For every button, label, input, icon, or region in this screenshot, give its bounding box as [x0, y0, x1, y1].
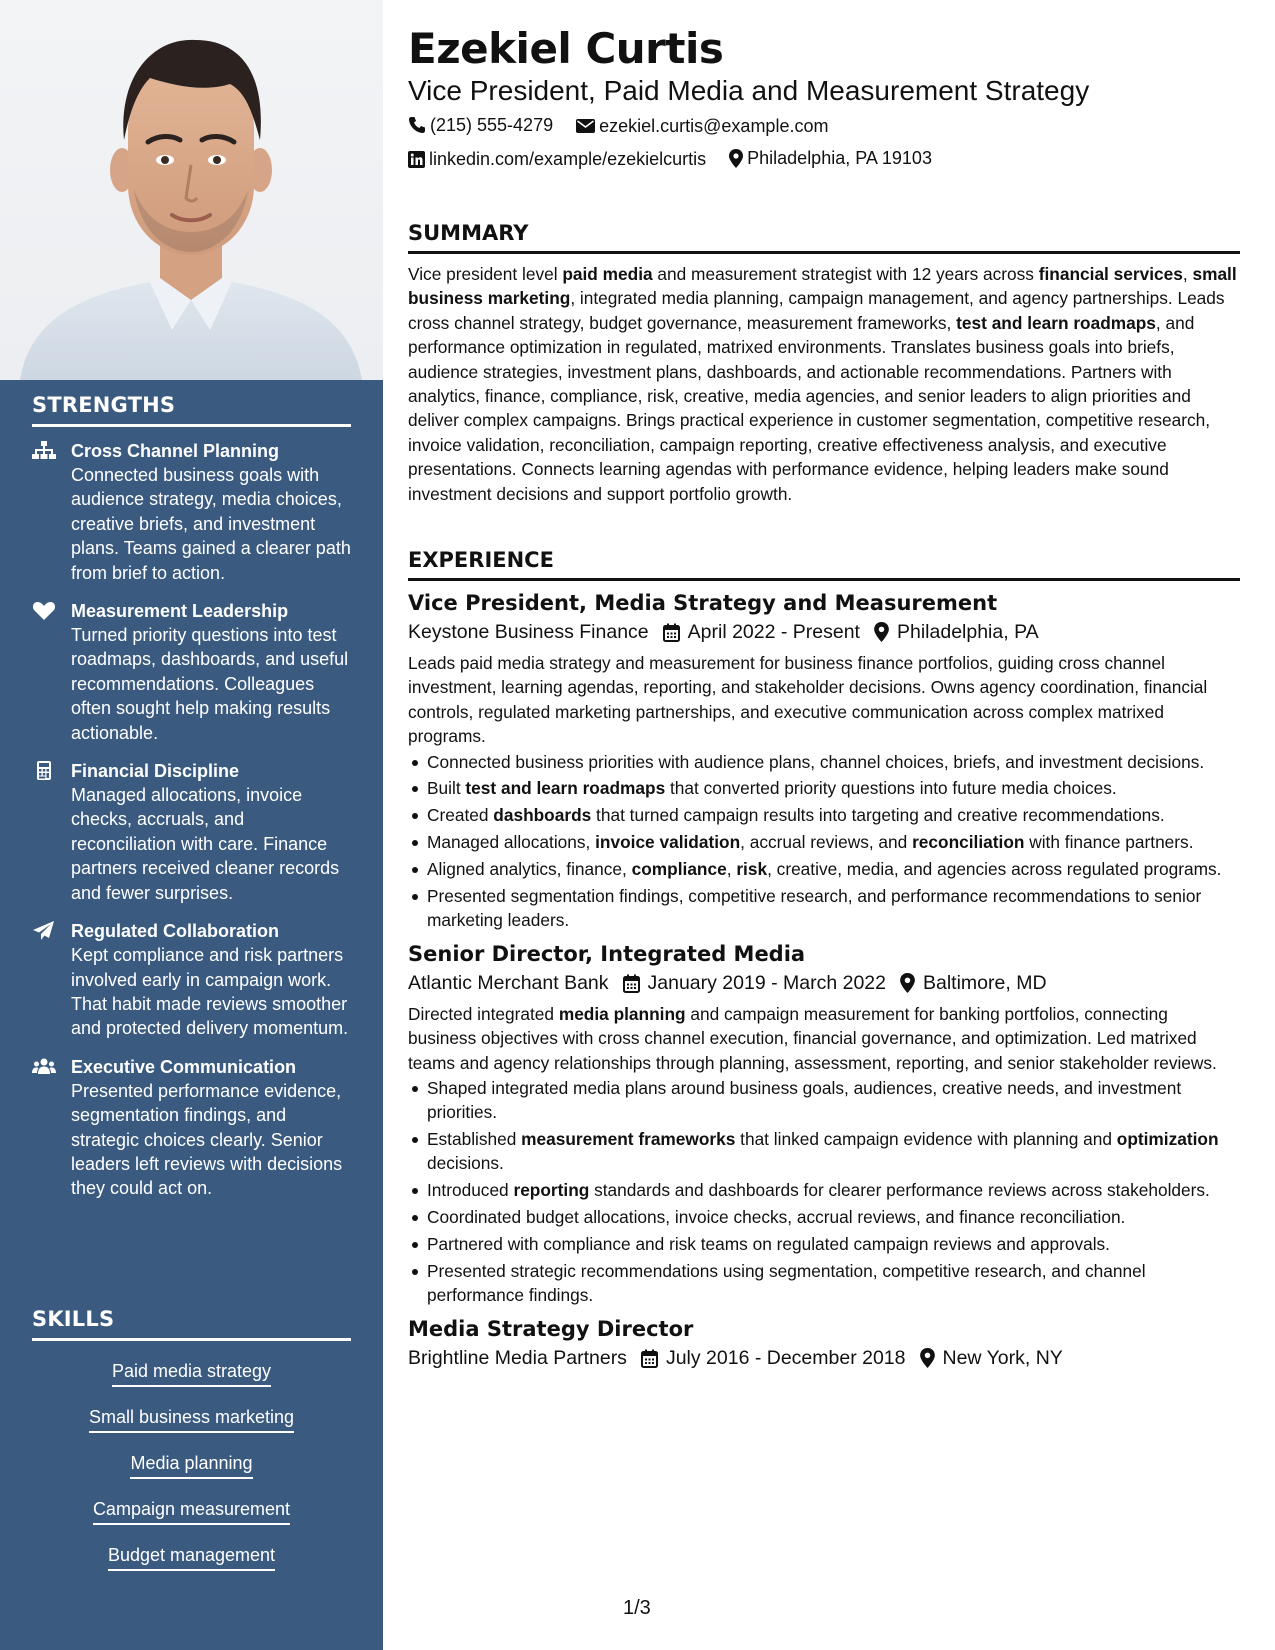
contact-row-2 — [408, 147, 950, 173]
achievement-item — [408, 1076, 1240, 1124]
achievement-item — [408, 1127, 1240, 1175]
heart-icon — [32, 601, 56, 621]
phone-icon — [408, 116, 426, 134]
calculator-icon — [32, 761, 56, 781]
bold-keyword: dashboards — [493, 805, 592, 826]
linkedin-icon — [408, 151, 425, 168]
text-run: Connected business priorities with audience plans, channel choices, briefs, and investment decisions. — [427, 751, 1205, 772]
achievement-item — [408, 884, 1240, 932]
achievement-item — [408, 803, 1240, 827]
achievement-item — [408, 776, 1240, 800]
strengths-heading: STRENGTHS — [32, 393, 351, 427]
summary-section — [408, 220, 1240, 506]
map-pin-icon — [900, 973, 915, 993]
company-name: Atlantic Merchant Bank — [408, 972, 609, 995]
envelope-icon — [576, 118, 595, 134]
text-run: Vice president level — [408, 264, 563, 284]
text-run: , — [726, 858, 737, 879]
dates-text: January 2019 - March 2022 — [647, 972, 886, 995]
sidebar — [0, 0, 383, 1650]
company-name: Keystone Business Finance — [408, 621, 649, 643]
skills-heading: SKILLS — [32, 1307, 351, 1341]
skill-tag: Campaign measurement — [93, 1497, 290, 1525]
strengths-section — [32, 393, 351, 1215]
job-meta — [408, 1343, 1240, 1373]
text-run: Leads paid media strategy and measurement for business finance portfolios, guiding cross channel investment, learning agendas, reporting, and stakeholder decisions. Owns agency coordination, financial controls, regulated marketing partnerships, and executive communication across complex matrixed programs. — [408, 653, 1208, 747]
text-run: Coordinated budget allocations, invoice checks, accrual reviews, and finance reconciliation. — [427, 1207, 1126, 1228]
text-run: that turned campaign results into targeting and creative recommendations. — [591, 805, 1165, 826]
achievement-item — [408, 857, 1240, 881]
location-text: Philadelphia, PA — [896, 621, 1039, 643]
text-run: Created — [427, 805, 494, 826]
text-run: Presented strategic recommendations using segmentation, competitive research, and channel performance findings. — [427, 1260, 1146, 1305]
phone-text: (215) 555-4279 — [430, 115, 554, 135]
experience-section — [408, 547, 1240, 1381]
achievement-list — [408, 1076, 1240, 1307]
bold-keyword: risk — [736, 858, 768, 879]
candidate-title: Vice President, Paid Media and Measurement Strategy — [408, 75, 1090, 106]
map-pin-icon — [874, 622, 889, 642]
page-number: 1/3 — [623, 1597, 651, 1619]
job-list — [408, 589, 1240, 1373]
text-run: standards and dashboards for clearer performance reviews across stakeholders. — [589, 1180, 1210, 1201]
strength-title: Financial Discipline — [71, 761, 240, 782]
job-title: Media Strategy Director — [408, 1317, 694, 1342]
strength-title: Regulated Collaboration — [71, 921, 280, 942]
text-run: Built — [427, 778, 466, 799]
achievement-item — [408, 1178, 1240, 1202]
job-location — [900, 968, 1047, 998]
job-meta — [408, 617, 1240, 647]
strength-title: Cross Channel Planning — [71, 441, 280, 461]
text-run: , creative, media, and agencies across regulated programs. — [767, 858, 1222, 879]
strength-description: Managed allocations, invoice checks, accruals, and reconciliation with care. Finance partners received cleaner records and fewer surprises. — [71, 785, 340, 903]
paper-plane-icon — [32, 921, 56, 941]
map-pin-icon — [729, 149, 743, 168]
job-entry — [408, 1315, 1240, 1373]
achievement-list — [408, 750, 1240, 932]
bold-keyword: invoice validation — [595, 832, 741, 853]
contact-row-1 — [408, 114, 846, 139]
bold-keyword: reporting — [513, 1180, 590, 1201]
dates-text: April 2022 - Present — [687, 621, 860, 643]
bold-keyword: measurement frameworks — [521, 1129, 736, 1150]
summary-text — [408, 262, 1240, 506]
skill-tag: Budget management — [108, 1543, 275, 1571]
email-text: ezekiel.curtis@example.com — [599, 116, 829, 136]
strength-item — [32, 919, 351, 1041]
strength-item — [32, 439, 351, 585]
skill-tag: Paid media strategy — [112, 1359, 271, 1387]
location-text: Philadelphia, PA 19103 — [747, 148, 932, 168]
location-text: Baltimore, MD — [923, 972, 1047, 995]
text-run: and measurement strategist with 12 years across — [652, 264, 1039, 284]
achievement-item — [408, 1205, 1240, 1229]
bold-keyword: financial services — [1038, 264, 1183, 284]
text-run: Directed integrated — [408, 1004, 559, 1025]
job-summary — [408, 651, 1240, 749]
location-text: New York, NY — [942, 1347, 1063, 1370]
strength-description: Kept compliance and risk partners involved early in campaign work. That habit made reviews smoother and protected delivery momentum. — [71, 945, 349, 1039]
linkedin-contact[interactable] — [408, 148, 706, 170]
dates-text: July 2016 - December 2018 — [665, 1347, 906, 1370]
strength-item — [32, 759, 351, 905]
job-title: Vice President, Media Strategy and Measurement — [408, 591, 998, 615]
calendar-icon — [623, 974, 640, 993]
text-run: Managed allocations, — [427, 832, 596, 853]
text-run: , — [1182, 264, 1193, 284]
linkedin-text: linkedin.com/example/ezekielcurtis — [429, 149, 707, 169]
strength-item — [32, 599, 351, 745]
job-location — [920, 1343, 1063, 1373]
phone-contact[interactable] — [408, 114, 553, 136]
text-run: , integrated media planning, campaign management, and agency partnerships. Leads cross channel strategy, budget governance, measurement frameworks, — [408, 288, 1225, 333]
text-run: decisions. — [427, 1153, 504, 1174]
bold-keyword: paid media — [562, 264, 653, 284]
bold-keyword: compliance — [631, 858, 727, 879]
text-run: , and performance optimization in regulated, matrixed environments. Translates business goals into briefs, audience strategies, investment plans, dashboards, and actionable recommendations. Partners with analytics, finance, compliance, risk, creative, media agencies, and senior leaders to align priorities and deliver complex campaigns. Brings practical experience in customer segmentation, competitive research, invoice validation, reconciliation, campaign reporting, creative effectiveness analysis, and executive presentations. Connects learning agendas with performance evidence, helping leaders make sound investment decisions and support portfolio growth. — [408, 312, 1211, 504]
text-run: , accrual reviews, and — [740, 832, 913, 853]
skill-tag: Media planning — [130, 1451, 252, 1479]
company-name: Brightline Media Partners — [408, 1347, 627, 1370]
portrait-image — [0, 0, 383, 380]
users-icon — [32, 1057, 56, 1077]
job-location — [874, 617, 1039, 647]
job-entry — [408, 940, 1240, 1307]
bold-keyword: media planning — [558, 1004, 686, 1025]
calendar-icon — [641, 1349, 658, 1368]
strength-title: Measurement Leadership — [71, 601, 289, 622]
job-dates — [663, 617, 860, 647]
bold-keyword: test and learn roadmaps — [956, 312, 1156, 333]
job-entry — [408, 589, 1240, 932]
text-run: Established — [427, 1129, 522, 1150]
achievement-item — [408, 750, 1240, 774]
achievement-item — [408, 830, 1240, 854]
achievement-item — [408, 1259, 1240, 1307]
job-meta — [408, 968, 1240, 998]
job-dates — [641, 1343, 906, 1373]
map-pin-icon — [920, 1348, 935, 1368]
skill-tag: Small business marketing — [89, 1405, 294, 1433]
text-run: with finance partners. — [1024, 832, 1194, 853]
text-run: that converted priority questions into future media choices. — [665, 778, 1117, 799]
email-contact[interactable] — [576, 115, 828, 137]
achievement-item — [408, 1232, 1240, 1256]
strength-item — [32, 1055, 351, 1201]
summary-heading: SUMMARY — [408, 220, 1240, 254]
bold-keyword: reconciliation — [912, 832, 1025, 853]
bold-keyword: small business marketing — [408, 264, 1237, 309]
calendar-icon — [663, 623, 680, 642]
job-dates — [623, 968, 886, 998]
org-chart-icon — [32, 441, 56, 461]
bold-keyword: test and learn roadmaps — [465, 778, 666, 799]
text-run: and campaign measurement for banking portfolios, connecting business objectives with cross channel execution, financial governance, and optimization. Led matrixed teams and agency relationships through planning, assessment, reporting, and senior stakeholder reviews. — [408, 1004, 1217, 1073]
bold-keyword: optimization — [1116, 1129, 1219, 1150]
experience-heading: EXPERIENCE — [408, 547, 1240, 581]
text-run: Shaped integrated media plans around business goals, audiences, creative needs, and investment priorities. — [427, 1078, 1182, 1123]
strength-description: Presented performance evidence, segmentation findings, and strategic choices clearly. Senior leaders left reviews with decisions they could act on. — [71, 1080, 343, 1199]
location-contact — [729, 147, 932, 169]
skills-list — [32, 1353, 351, 1589]
job-title: Senior Director, Integrated Media — [408, 942, 806, 967]
job-summary — [408, 1002, 1240, 1075]
text-run: Presented segmentation findings, competitive research, and performance recommendations to senior marketing leaders. — [427, 885, 1202, 930]
strength-description: Connected business goals with audience strategy, media choices, creative briefs, and investment plans. Teams gained a clearer path from brief to action. — [71, 465, 351, 583]
strength-description: Turned priority questions into test roadmaps, dashboards, and useful recommendations. Colleagues often sought help making results actionable. — [71, 625, 349, 743]
candidate-name: Ezekiel Curtis — [408, 24, 724, 73]
text-run: that linked campaign evidence with planning and — [735, 1129, 1117, 1150]
text-run: Partnered with compliance and risk teams on regulated campaign reviews and approvals. — [427, 1233, 1110, 1254]
strength-title: Executive Communication — [71, 1056, 297, 1077]
text-run: Aligned analytics, finance, — [427, 858, 632, 879]
profile-photo — [0, 0, 383, 380]
skills-section — [32, 1307, 351, 1589]
text-run: Introduced — [427, 1180, 514, 1201]
